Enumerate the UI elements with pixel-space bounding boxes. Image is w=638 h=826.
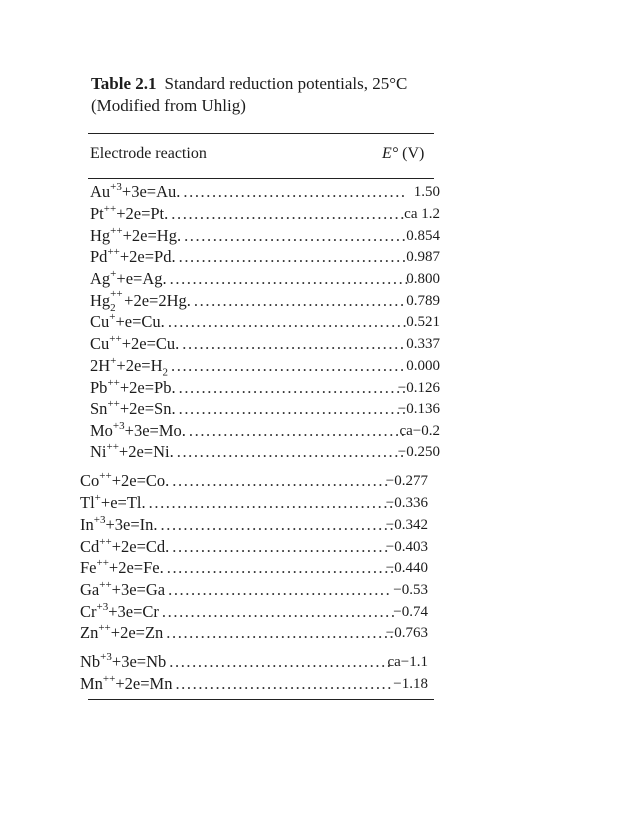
reaction-species: Ni [90,442,107,461]
electrode-reaction [90,268,167,290]
reaction-species: In [80,515,94,534]
standard-potential: −0.403 [385,539,428,555]
table-subtitle: (Modified from Uhlig) [91,96,246,115]
electrode-reaction [80,514,158,536]
column-header-potential [382,145,424,163]
reaction-rest: +3e=Cr [108,602,159,621]
table-title: Standard reduction potentials, 25°C [164,74,408,93]
reaction-species: 2H [90,356,111,375]
dot-leader: ...................................... [172,471,390,490]
standard-potential: ca−1.1 [387,654,428,670]
dot-leader: ....................................... [182,334,406,353]
table-row [90,290,440,312]
reaction-rest: +e=Cu. [115,312,165,331]
electrode-reaction [90,377,176,399]
ion-charge: ++ [110,224,123,237]
dot-leader: ......................................... [160,515,396,534]
standard-potential: −0.136 [397,401,440,417]
reaction-rest: +2e=Cd. [111,537,170,556]
ion-charge: ++ [99,469,112,482]
table-row [90,181,440,203]
dot-leader: ...................................... [175,674,394,693]
standard-potential: 0.800 [406,271,440,287]
standard-potential: 0.337 [406,336,440,352]
standard-potential: −0.763 [385,625,428,641]
ion-charge: + [109,310,116,323]
table-row [80,536,430,558]
standard-potential: −0.53 [393,582,428,598]
dot-leader: ........................................... [148,493,395,512]
table-row [90,311,440,333]
standard-potential: ca 1.2 [404,206,440,222]
table-row [80,622,430,644]
reaction-species: Sn [90,399,108,418]
standard-potential: −0.336 [385,495,428,511]
table-row [90,441,440,463]
reaction-rest: +2e=Zn [110,623,164,642]
standard-potential: −0.342 [385,517,428,533]
table-row [90,377,440,399]
reaction-rest: +e=Ag. [116,269,167,288]
reaction-rest: +2e=Hg. [122,226,182,245]
table-row [80,470,430,492]
table-row [90,225,440,247]
product-subscript: 2 [162,366,168,379]
reaction-species: Ga [80,580,100,599]
dot-leader: ...................................... [172,537,390,556]
standard-potential: 0.987 [406,249,440,265]
standard-potential: ca−0.2 [399,423,440,439]
dot-leader: ..................................... [193,291,406,310]
ion-charge: ++ [110,288,123,300]
dot-leader: ........................................ [178,378,408,397]
reaction-species: Cu [90,312,110,331]
electrode-reaction [90,203,168,225]
reaction-species: Ag [90,269,111,288]
standard-potential: 0.789 [406,293,440,309]
reaction-rest: +2e=Ni. [118,442,174,461]
table-row [90,246,440,268]
reaction-species: Cu [90,334,110,353]
ion-charge: + [110,354,117,367]
table-row [90,268,440,290]
reaction-species: Co [80,471,100,490]
electrode-reaction [80,601,159,623]
electrode-reaction [90,290,191,312]
ion-charge: ++ [107,397,120,410]
ion-charge: +3 [93,513,106,526]
dot-leader: ....................................... [169,652,393,671]
reaction-species: Au [90,182,111,201]
standard-potential: −0.250 [397,444,440,460]
table-label: Table 2.1 [91,74,157,93]
standard-potential: −0.440 [385,560,428,576]
dot-leader: ........................................ [166,623,396,642]
reaction-rest: +3e=Nb [111,652,167,671]
electrode-reaction [80,622,163,644]
electrode-reaction [80,651,166,673]
reaction-rest: +3e=Mo. [124,421,186,440]
electrode-reaction [80,673,172,695]
table-row [90,333,440,355]
table-caption [91,73,451,117]
dot-leader: ........................................ [178,247,408,266]
reaction-species: Cr [80,602,97,621]
reaction-rest: +2e=Sn. [119,399,176,418]
electrode-reaction [80,492,146,514]
potential-unit: (V) [398,145,425,162]
reaction-species: Mn [80,674,103,693]
dot-leader: ....................................... [168,580,392,599]
table-row [90,420,440,442]
dot-leader: ....................................... [184,226,408,245]
reaction-species: Mo [90,421,113,440]
reaction-rest: +2e=Pb. [119,378,176,397]
column-header-reaction: Electrode reaction [90,145,207,162]
ion-charge: ++ [107,245,120,258]
ion-charge: ++ [109,332,122,345]
dot-leader: ........................................ [176,442,406,461]
ion-charge: +3 [96,600,109,613]
ion-charge: ++ [107,376,120,389]
reaction-species: Cd [80,537,100,556]
electrode-reaction [90,246,176,268]
dot-leader: ......................................... [171,356,406,375]
electrode-reaction [90,311,165,333]
standard-potential: 1.50 [413,184,440,200]
potential-symbol: E° [382,145,399,162]
standard-potential: 0.854 [406,228,440,244]
reaction-species: Tl [80,493,95,512]
reaction-rest: +2e=Cu. [121,334,180,353]
ion-charge: +3 [110,180,122,193]
reaction-rest: +2e=Mn [115,674,173,693]
ion-charge: ++ [96,556,109,569]
ion-charge: ++ [103,202,117,215]
dot-leader: ...................................... [188,421,407,440]
standard-potential: −1.18 [393,676,428,692]
standard-potential: −0.74 [393,604,428,620]
reaction-rest: +2e=Pd. [119,247,176,266]
dot-leader: ......................................... [161,602,397,621]
electrode-reaction [80,557,164,579]
reaction-species: Pd [90,247,108,266]
table-row [80,651,430,673]
reaction-rest: +3e=Ga [111,580,166,599]
table-row [90,203,440,225]
reaction-rest: +2e=H [116,356,163,375]
species-subscript: 2 [110,302,116,314]
electrode-reaction [90,181,180,203]
reaction-rest: +2e=Pt. [116,204,169,223]
ion-charge: ++ [99,535,112,548]
table-row [80,557,430,579]
ion-charge: ++ [98,621,111,634]
dot-leader: ........................................ [166,558,396,577]
reaction-rest: +3e=Au. [121,182,181,201]
ion-charge: + [110,267,117,280]
ion-charge: ++ [106,440,119,453]
reaction-species: Pb [90,378,108,397]
electrode-reaction [90,398,176,420]
table-row [80,492,430,514]
table-row [80,514,430,536]
standard-potential: 0.521 [406,314,440,330]
electrode-reaction [80,579,165,601]
standard-potential: −0.126 [397,380,440,396]
ion-charge: + [94,491,101,504]
reaction-species: Hg [90,291,111,310]
reaction-rest: +2e=2Hg. [124,291,191,310]
dot-leader: ........................................ [178,399,408,418]
reaction-rest: +3e=In. [105,515,158,534]
table-row [80,579,430,601]
electrode-reaction [80,536,169,558]
standard-potential: −0.277 [385,473,428,489]
reaction-rest: +e=Tl. [100,493,146,512]
ion-charge: ++ [102,672,116,685]
reaction-rest: +2e=Co. [111,471,170,490]
ion-charge: ++ [99,578,112,591]
dot-leader: .......................................... [169,269,411,288]
table-row [90,355,440,377]
table-row [90,398,440,420]
electrode-reaction [90,333,179,355]
ion-charge: +3 [100,650,112,663]
electrode-reaction [90,225,181,247]
table-header-rule [88,178,434,179]
electrode-reaction [80,470,169,492]
reaction-species: Hg [90,226,111,245]
table-bottom-rule [88,699,434,700]
reaction-rest: +2e=Fe. [108,558,164,577]
electrode-reaction [90,420,186,442]
table-row [80,673,430,695]
electrode-reaction [90,441,174,463]
reaction-species: Zn [80,623,99,642]
reaction-species: Pt [90,204,104,223]
dot-leader: ......................................... [171,204,406,223]
standard-potential: 0.000 [406,358,440,374]
dot-leader: ....................................... [183,182,407,201]
ion-charge: +3 [112,419,125,432]
table-top-rule [88,133,434,134]
electrode-reaction [90,355,168,377]
reaction-species: Nb [80,652,101,671]
dot-leader: .......................................... [167,312,409,331]
table-row [80,601,430,623]
reaction-species: Fe [80,558,97,577]
